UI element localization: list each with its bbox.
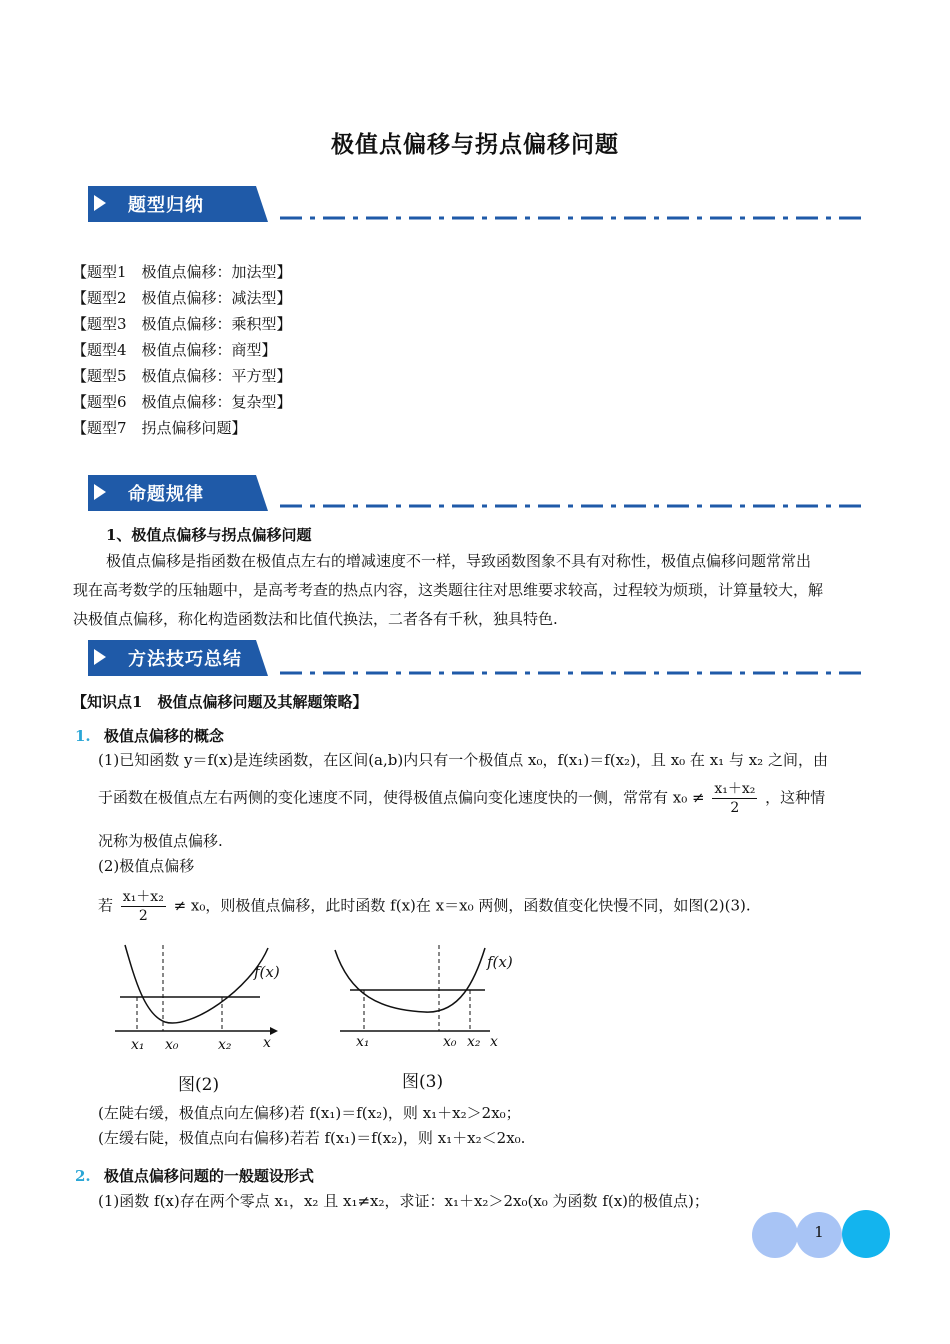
rules-heading: 1、极值点偏移与拐点偏移问题: [106, 526, 312, 544]
knowledge-heading: 【知识点1 极值点偏移问题及其解题策略】: [72, 693, 368, 711]
note-right-steep: (左缓右陡，极值点向右偏移)若若 f(x₁)＝f(x₂)，则 x₁＋x₂＜2x₀.: [98, 1129, 526, 1147]
section-2-title: 2. 极值点偏移问题的一般题设形式: [75, 1167, 314, 1185]
type-list: [72, 259, 292, 441]
concept-line3: 况称为极值点偏移.: [98, 832, 223, 850]
list-item: 【题型4 极值点偏移：商型】: [72, 341, 277, 359]
fraction: $\frac{\text{x₁＋x₂}}{2}$: [714, 781, 756, 816]
offset-line: 若 $\frac{\text{x₁＋x₂}}{2}$ ≠ x₀，则极值点偏移，此时函数 f(x)在 x＝x₀ 两侧，函数值变化快慢不同，如图(2)(3).: [98, 889, 751, 924]
fig2-x-label: x: [263, 1035, 271, 1051]
list-item: 【题型5 极值点偏移：平方型】: [72, 367, 292, 385]
page-circle-right: [842, 1210, 890, 1258]
dash-line-1: [280, 215, 865, 221]
fig2-caption: 图(2): [178, 1075, 220, 1095]
section-banner-types: 题型归纳: [88, 186, 278, 222]
section-banner-rules: 命题规律: [88, 475, 278, 511]
dash-line-2: [280, 503, 865, 509]
page-title: 极值点偏移与拐点偏移问题: [331, 132, 619, 158]
list-item: 【题型3 极值点偏移：乘积型】: [72, 315, 292, 333]
page-circle-left: [752, 1212, 798, 1258]
fig3-caption: 图(3): [402, 1072, 444, 1092]
rules-line3: 决极值点偏移，称化构造函数法和比值代换法，二者各有千秋，独具特色.: [73, 610, 558, 628]
list-item: 【题型7 拐点偏移问题】: [72, 419, 247, 437]
section-2-line1: (1)函数 f(x)存在两个零点 x₁，x₂ 且 x₁≠x₂，求证：x₁＋x₂＞2x₀(x₀ 为函数 f(x)的极值点)；: [98, 1192, 709, 1210]
dash-line-3: [280, 670, 865, 676]
fig2-x0-label: x₀: [165, 1037, 179, 1053]
rules-line1: 极值点偏移是指函数在极值点左右的增减速度不一样，导致函数图象不具有对称性，极值点偏移问题常常出: [106, 552, 812, 570]
fraction: $\frac{\text{x₁＋x₂}}{2}$: [122, 889, 164, 924]
rules-line2: 现在高考数学的压轴题中，是高考考查的热点内容，这类题往往对思维要求较高，过程较为烦琐，计算量较大，解: [73, 581, 824, 599]
fig2-x1-label: x₁: [131, 1037, 145, 1053]
fig2-fx-label: f(x): [254, 963, 280, 981]
section-banner-methods: 方法技巧总结: [88, 640, 278, 676]
fig3-fx-label: f(x): [487, 953, 513, 971]
figure-2-graph: [110, 940, 290, 1050]
section-1-title: 1. 极值点偏移的概念: [75, 727, 224, 745]
fig3-x1-label: x₁: [356, 1034, 370, 1050]
fig3-x0-label: x₀: [443, 1034, 457, 1050]
concept-line2: 于函数在极值点左右两侧的变化速度不同，使得极值点偏向变化速度快的一侧，常常有 x₀ ≠ $\frac{\text{x₁＋x₂}}{2}$ ，这种情: [98, 781, 826, 816]
note-left-steep: (左陡右缓，极值点向左偏移)若 f(x₁)＝f(x₂)，则 x₁＋x₂＞2x₀；: [98, 1104, 521, 1122]
offset-title: (2)极值点偏移: [98, 857, 195, 875]
concept-line1: (1)已知函数 y＝f(x)是连续函数，在区间(a,b)内只有一个极值点 x₀，f(x₁)＝f(x₂)，且 x₀ 在 x₁ 与 x₂ 之间，由: [98, 751, 828, 769]
list-item: 【题型1 极值点偏移：加法型】: [72, 263, 292, 281]
fig3-x-label: x: [490, 1034, 498, 1050]
fig3-x2-label: x₂: [467, 1034, 481, 1050]
list-item: 【题型6 极值点偏移：复杂型】: [72, 393, 292, 411]
list-item: 【题型2 极值点偏移：减法型】: [72, 289, 292, 307]
page-number: 1: [814, 1223, 824, 1241]
fig2-x2-label: x₂: [218, 1037, 232, 1053]
